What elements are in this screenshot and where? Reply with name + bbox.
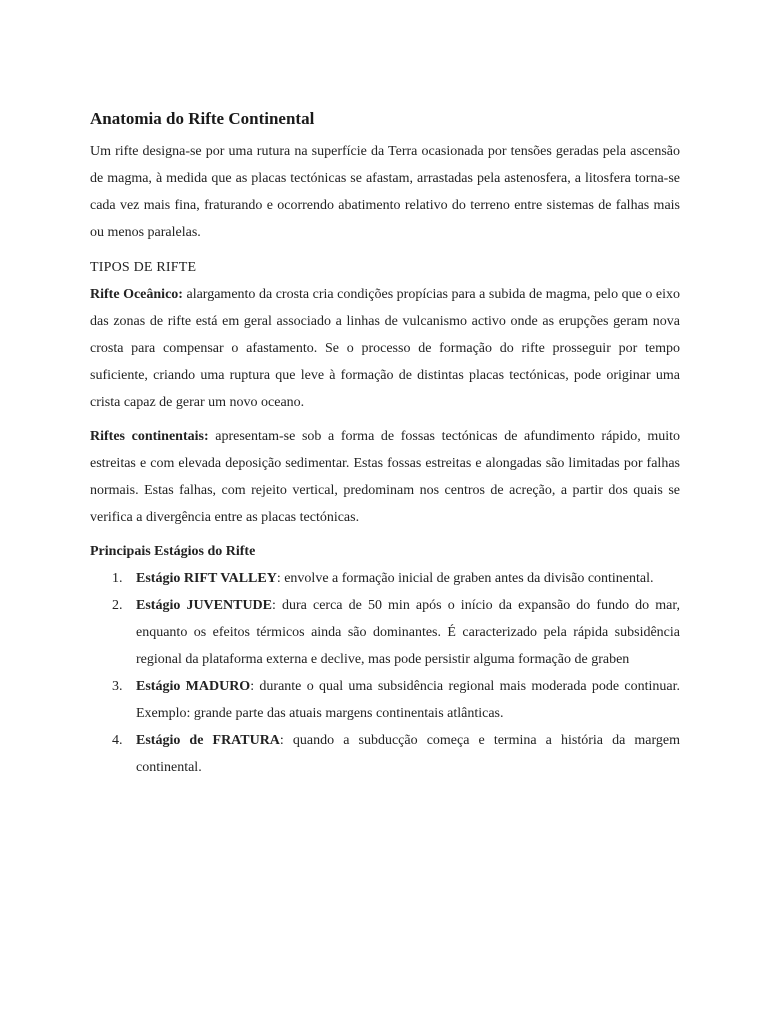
- stages-list: [90, 565, 680, 781]
- stage-text: : envolve a formação inicial de graben antes da divisão continental.: [276, 571, 654, 586]
- oceanic-rift-paragraph: [90, 281, 680, 416]
- stage-label: Estágio JUVENTUDE: [136, 598, 273, 613]
- oceanic-rift-text: alargamento da crosta cria condições propícias para a subida de magma, pelo que o eixo das zonas de rifte está em geral associado a linhas de vulcanismo activo onde as erupções geram nova crosta para compensar o afastamento. Se o processo de formação do rifte prosseguir por tempo suficiente, criando uma ruptura que leve à formação de distintas placas tectónicas, pode originar uma crista capaz de gerar um novo oceano.: [90, 287, 680, 410]
- document-title: Anatomia do Rifte Continental: [90, 109, 315, 128]
- intro-paragraph: Um rifte designa-se por uma rutura na superfície da Terra ocasionada por tensões geradas pela ascensão de magma, à medida que as placas tectónicas se afastam, arrastadas pela astenosfera, a litosfera torna-se cada vez mais fina, fraturando e ocorrendo abatimento relativo do terreno entre sistemas de falhas mais ou menos paralelas.: [90, 144, 680, 240]
- stage-text: : quando a subducção começa e termina a história da margem continental.: [136, 733, 680, 775]
- stages-heading: Principais Estágios do Rifte: [90, 544, 256, 559]
- oceanic-rift-label: Rifte Oceânico:: [90, 287, 183, 302]
- list-item-number: 1.: [112, 571, 123, 586]
- stage-label: Estágio de FRATURA: [136, 733, 280, 748]
- stage-label: Estágio RIFT VALLEY: [136, 571, 277, 586]
- list-item: [90, 592, 680, 673]
- list-item-number: 4.: [112, 733, 123, 748]
- list-item: [90, 565, 680, 592]
- list-item: [90, 727, 680, 781]
- list-item-number: 3.: [112, 679, 123, 694]
- types-heading: TIPOS DE RIFTE: [90, 260, 197, 275]
- stage-text: : durante o qual uma subsidência regional mais moderada pode continuar. Exemplo: grande parte das atuais margens continentais atlânticas.: [136, 679, 680, 721]
- continental-rift-label: Riftes continentais:: [90, 429, 209, 444]
- stage-text: : dura cerca de 50 min após o início da expansão do fundo do mar, enquanto os efeitos térmicos ainda são dominantes. É caracterizado pela rápida subsidência regional da plataforma externa e declive, mas pode persistir alguma formação de graben: [136, 598, 680, 667]
- stage-label: Estágio MADURO: [136, 679, 251, 694]
- continental-rift-paragraph: [90, 423, 680, 531]
- list-item: [90, 673, 680, 727]
- list-item-number: 2.: [112, 598, 123, 613]
- continental-rift-text: apresentam-se sob a forma de fossas tectónicas de afundimento rápido, muito estreitas e com elevada deposição sedimentar. Estas fossas estreitas e alongadas são limitadas por falhas normais. Estas falhas, com rejeito vertical, predominam nos centros de acreção, a partir dos quais se verifica a divergência entre as placas tectónicas.: [90, 429, 680, 525]
